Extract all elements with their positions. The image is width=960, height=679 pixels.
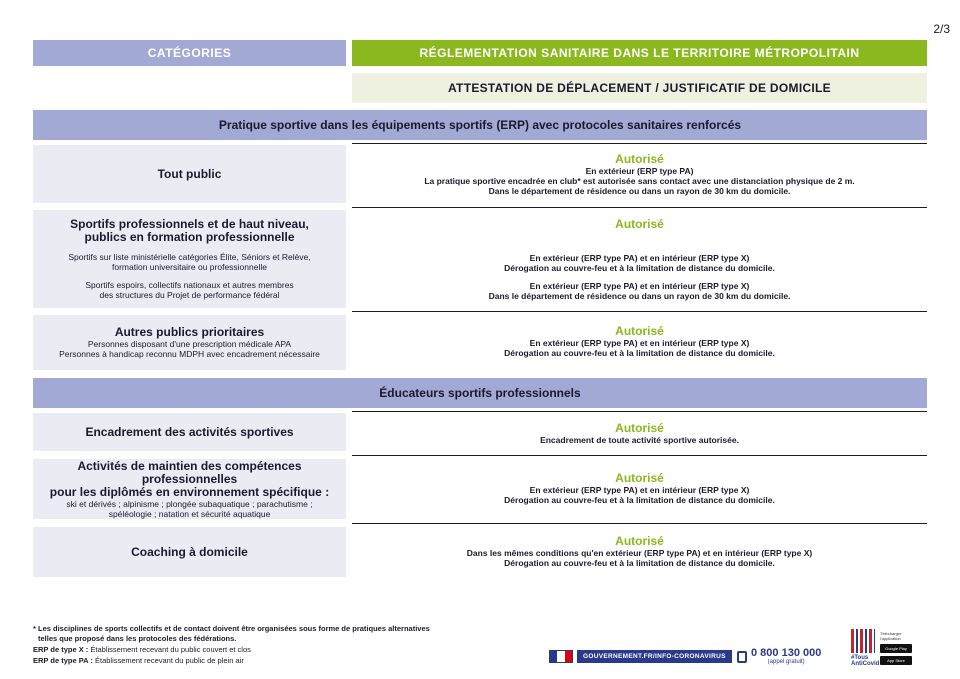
- french-flag-icon: [549, 650, 573, 663]
- value-line: La pratique sportive encadrée en club* est autorisée sans contact avec une distanciation physique de 2 m.: [424, 176, 855, 186]
- phone-sub: (appel gratuit): [767, 659, 805, 665]
- erp-x-label: ERP de type X :: [33, 645, 89, 654]
- category-sub: Personnes disposant d'une prescription médicale APA: [87, 339, 292, 349]
- category-sub: des structures du Projet de performance fédéral: [99, 290, 280, 300]
- category-title: Activités de maintien des compétences professionnelles: [77, 458, 302, 486]
- app-stores: [880, 631, 912, 665]
- value-cell: [352, 455, 927, 521]
- status-autorise: Autorisé: [615, 216, 664, 231]
- value-cell: [352, 311, 927, 371]
- status-autorise: Autorisé: [615, 324, 664, 338]
- footnote-line-1: * Les disciplines de sports collectifs et de contact doivent être organisées sous forme de pratiques alternatives: [33, 624, 430, 633]
- category-cell: [33, 210, 346, 308]
- value-line: En extérieur (ERP type PA): [585, 166, 694, 176]
- category-title: Coaching à domicile: [131, 544, 248, 559]
- category-title: Tout public: [157, 166, 222, 181]
- value-line: En extérieur (ERP type PA) et en intérieur (ERP type X): [529, 485, 750, 495]
- section-educateurs: Éducateurs sportifs professionnels: [33, 378, 927, 408]
- erp-pa-text: Établissement recevant du public de plein air: [94, 656, 244, 665]
- category-sub: ski et dérivés ; alpinisme ; plongée subaquatique ; parachutisme ;: [66, 498, 313, 509]
- value-cell: [352, 411, 927, 454]
- category-title: Sportifs professionnels et de haut niveau,: [70, 217, 309, 231]
- value-line: Dérogation au couvre-feu et à la limitation de distance du domicile.: [504, 262, 775, 273]
- value-cell: [352, 523, 927, 579]
- category-cell: [33, 527, 346, 577]
- category-cell: [33, 145, 346, 203]
- value-line: Dérogation au couvre-feu et à la limitation de distance du domicile.: [504, 558, 775, 568]
- phone-block: [737, 648, 821, 665]
- download-label: Télécharger l'application: [880, 631, 902, 641]
- value-line: En extérieur (ERP type PA) et en intérieur (ERP type X): [529, 252, 750, 263]
- value-line: Dérogation au couvre-feu et à la limitation de distance du domicile.: [504, 495, 775, 505]
- section-erp: Pratique sportive dans les équipements sportifs (ERP) avec protocoles sanitaires renforcés: [33, 110, 927, 140]
- value-line: Dans le département de résidence ou dans un rayon de 30 km du domicile.: [488, 290, 791, 301]
- tousanticovid-logo: #Tous AntiCovid: [851, 655, 880, 667]
- category-sub: Sportifs sur liste ministérielle catégories Élite, Séniors et Relève,: [68, 252, 311, 262]
- page-number: 2/3: [933, 22, 950, 36]
- value-cell: [352, 207, 927, 310]
- category-sub: Sportifs espoirs, collectifs nationaux et autres membres: [85, 280, 294, 290]
- value-line: En extérieur (ERP type PA) et en intérieur (ERP type X): [529, 280, 750, 291]
- header-categories: CATÉGORIES: [33, 40, 346, 66]
- category-sub: spéléologie ; natation et sécurité aquatique: [108, 508, 271, 519]
- status-autorise: Autorisé: [615, 534, 664, 548]
- category-sub: Personnes à handicap reconnu MDPH avec encadrement nécessaire: [59, 349, 320, 359]
- footnote: [33, 624, 430, 644]
- status-autorise: Autorisé: [615, 420, 664, 435]
- footnote-line-2: telles que proposé dans les protocoles des fédérations.: [38, 634, 237, 643]
- status-autorise: Autorisé: [615, 471, 664, 485]
- value-line: Encadrement de toute activité sportive autorisée.: [540, 434, 739, 445]
- category-cell: [33, 413, 346, 451]
- app-store-badge[interactable]: App Store: [880, 656, 912, 665]
- erp-x-definition: [33, 645, 251, 655]
- category-title-2: publics en formation professionnelle: [84, 230, 295, 244]
- erp-x-text: Établissement recevant du public couvert et clos: [90, 645, 251, 654]
- phone-icon: [737, 651, 747, 663]
- qr-code-icon: [851, 629, 875, 653]
- category-title: Encadrement des activités sportives: [85, 424, 294, 439]
- gov-link-block[interactable]: [549, 650, 732, 663]
- header-attestation: ATTESTATION DE DÉPLACEMENT / JUSTIFICATIF DE DOMICILE: [352, 73, 927, 103]
- erp-pa-definition: [33, 656, 244, 666]
- category-sub: formation universitaire ou professionnelle: [112, 262, 267, 272]
- value-line: En extérieur (ERP type PA) et en intérieur (ERP type X): [529, 338, 750, 348]
- value-line: Dérogation au couvre-feu et à la limitation de distance du domicile.: [504, 348, 775, 358]
- phone-number: 0 800 130 000: [751, 647, 822, 659]
- value-line: Dans le département de résidence ou dans un rayon de 30 km du domicile.: [488, 186, 791, 196]
- category-title-2: pour les diplômés en environnement spécifique :: [49, 484, 330, 499]
- google-play-badge[interactable]: Google Play: [880, 644, 912, 653]
- header-reglementation: RÉGLEMENTATION SANITAIRE DANS LE TERRITOIRE MÉTROPOLITAIN: [352, 40, 927, 66]
- gov-link[interactable]: GOUVERNEMENT.FR/INFO-CORONAVIRUS: [577, 650, 732, 663]
- value-cell: [352, 143, 927, 205]
- category-cell: [33, 459, 346, 519]
- erp-pa-label: ERP de type PA :: [33, 656, 93, 665]
- category-title: Autres publics prioritaires: [114, 325, 265, 339]
- status-autorise: Autorisé: [615, 152, 664, 166]
- category-cell: [33, 315, 346, 370]
- value-line: Dans les mêmes conditions qu'en extérieur (ERP type PA) et en intérieur (ERP type X): [466, 548, 813, 558]
